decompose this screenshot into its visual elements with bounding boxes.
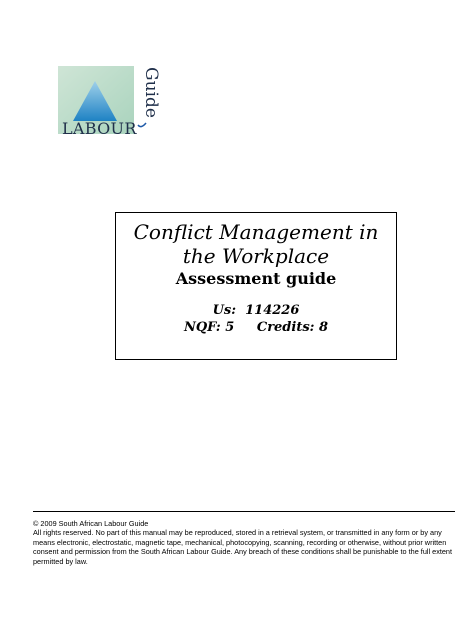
copyright-footer bbox=[33, 519, 455, 566]
nqf-label: NQF: bbox=[183, 320, 221, 335]
logo-graphic bbox=[50, 61, 161, 141]
document-subtitle: Assessment guide bbox=[175, 269, 337, 288]
labour-guide-logo bbox=[50, 61, 161, 141]
rights-notice: All rights reserved. No part of this manual may be reproduced, stored in a retrieval system, or transmitted in any form or by any means electronic, electrostatic, magnetic tape, mechanical, photocopying, scanning, recording or otherwise, without prior written consent and permission from the South African Labour Guide. Any breach of these conditions shall be punishable to the full extent permitted by law. bbox=[33, 528, 453, 566]
us-label: Us: bbox=[212, 303, 237, 318]
credits-label: Credits: bbox=[256, 320, 315, 335]
credits-value: 8 bbox=[319, 320, 329, 335]
footer-divider bbox=[33, 511, 455, 512]
logo-swoosh bbox=[138, 123, 146, 127]
us-value: 114226 bbox=[245, 303, 300, 318]
copyright-line: © 2009 South African Labour Guide bbox=[33, 519, 149, 528]
title-box bbox=[115, 212, 397, 360]
logo-word-guide: Guide bbox=[141, 67, 161, 118]
logo-word-labour: LABOUR bbox=[62, 119, 137, 138]
document-title: Conflict Management in the Workplace bbox=[133, 220, 379, 268]
nqf-value: 5 bbox=[225, 320, 235, 335]
nqf-credits-line bbox=[116, 319, 396, 336]
unit-standard-line bbox=[116, 302, 396, 319]
